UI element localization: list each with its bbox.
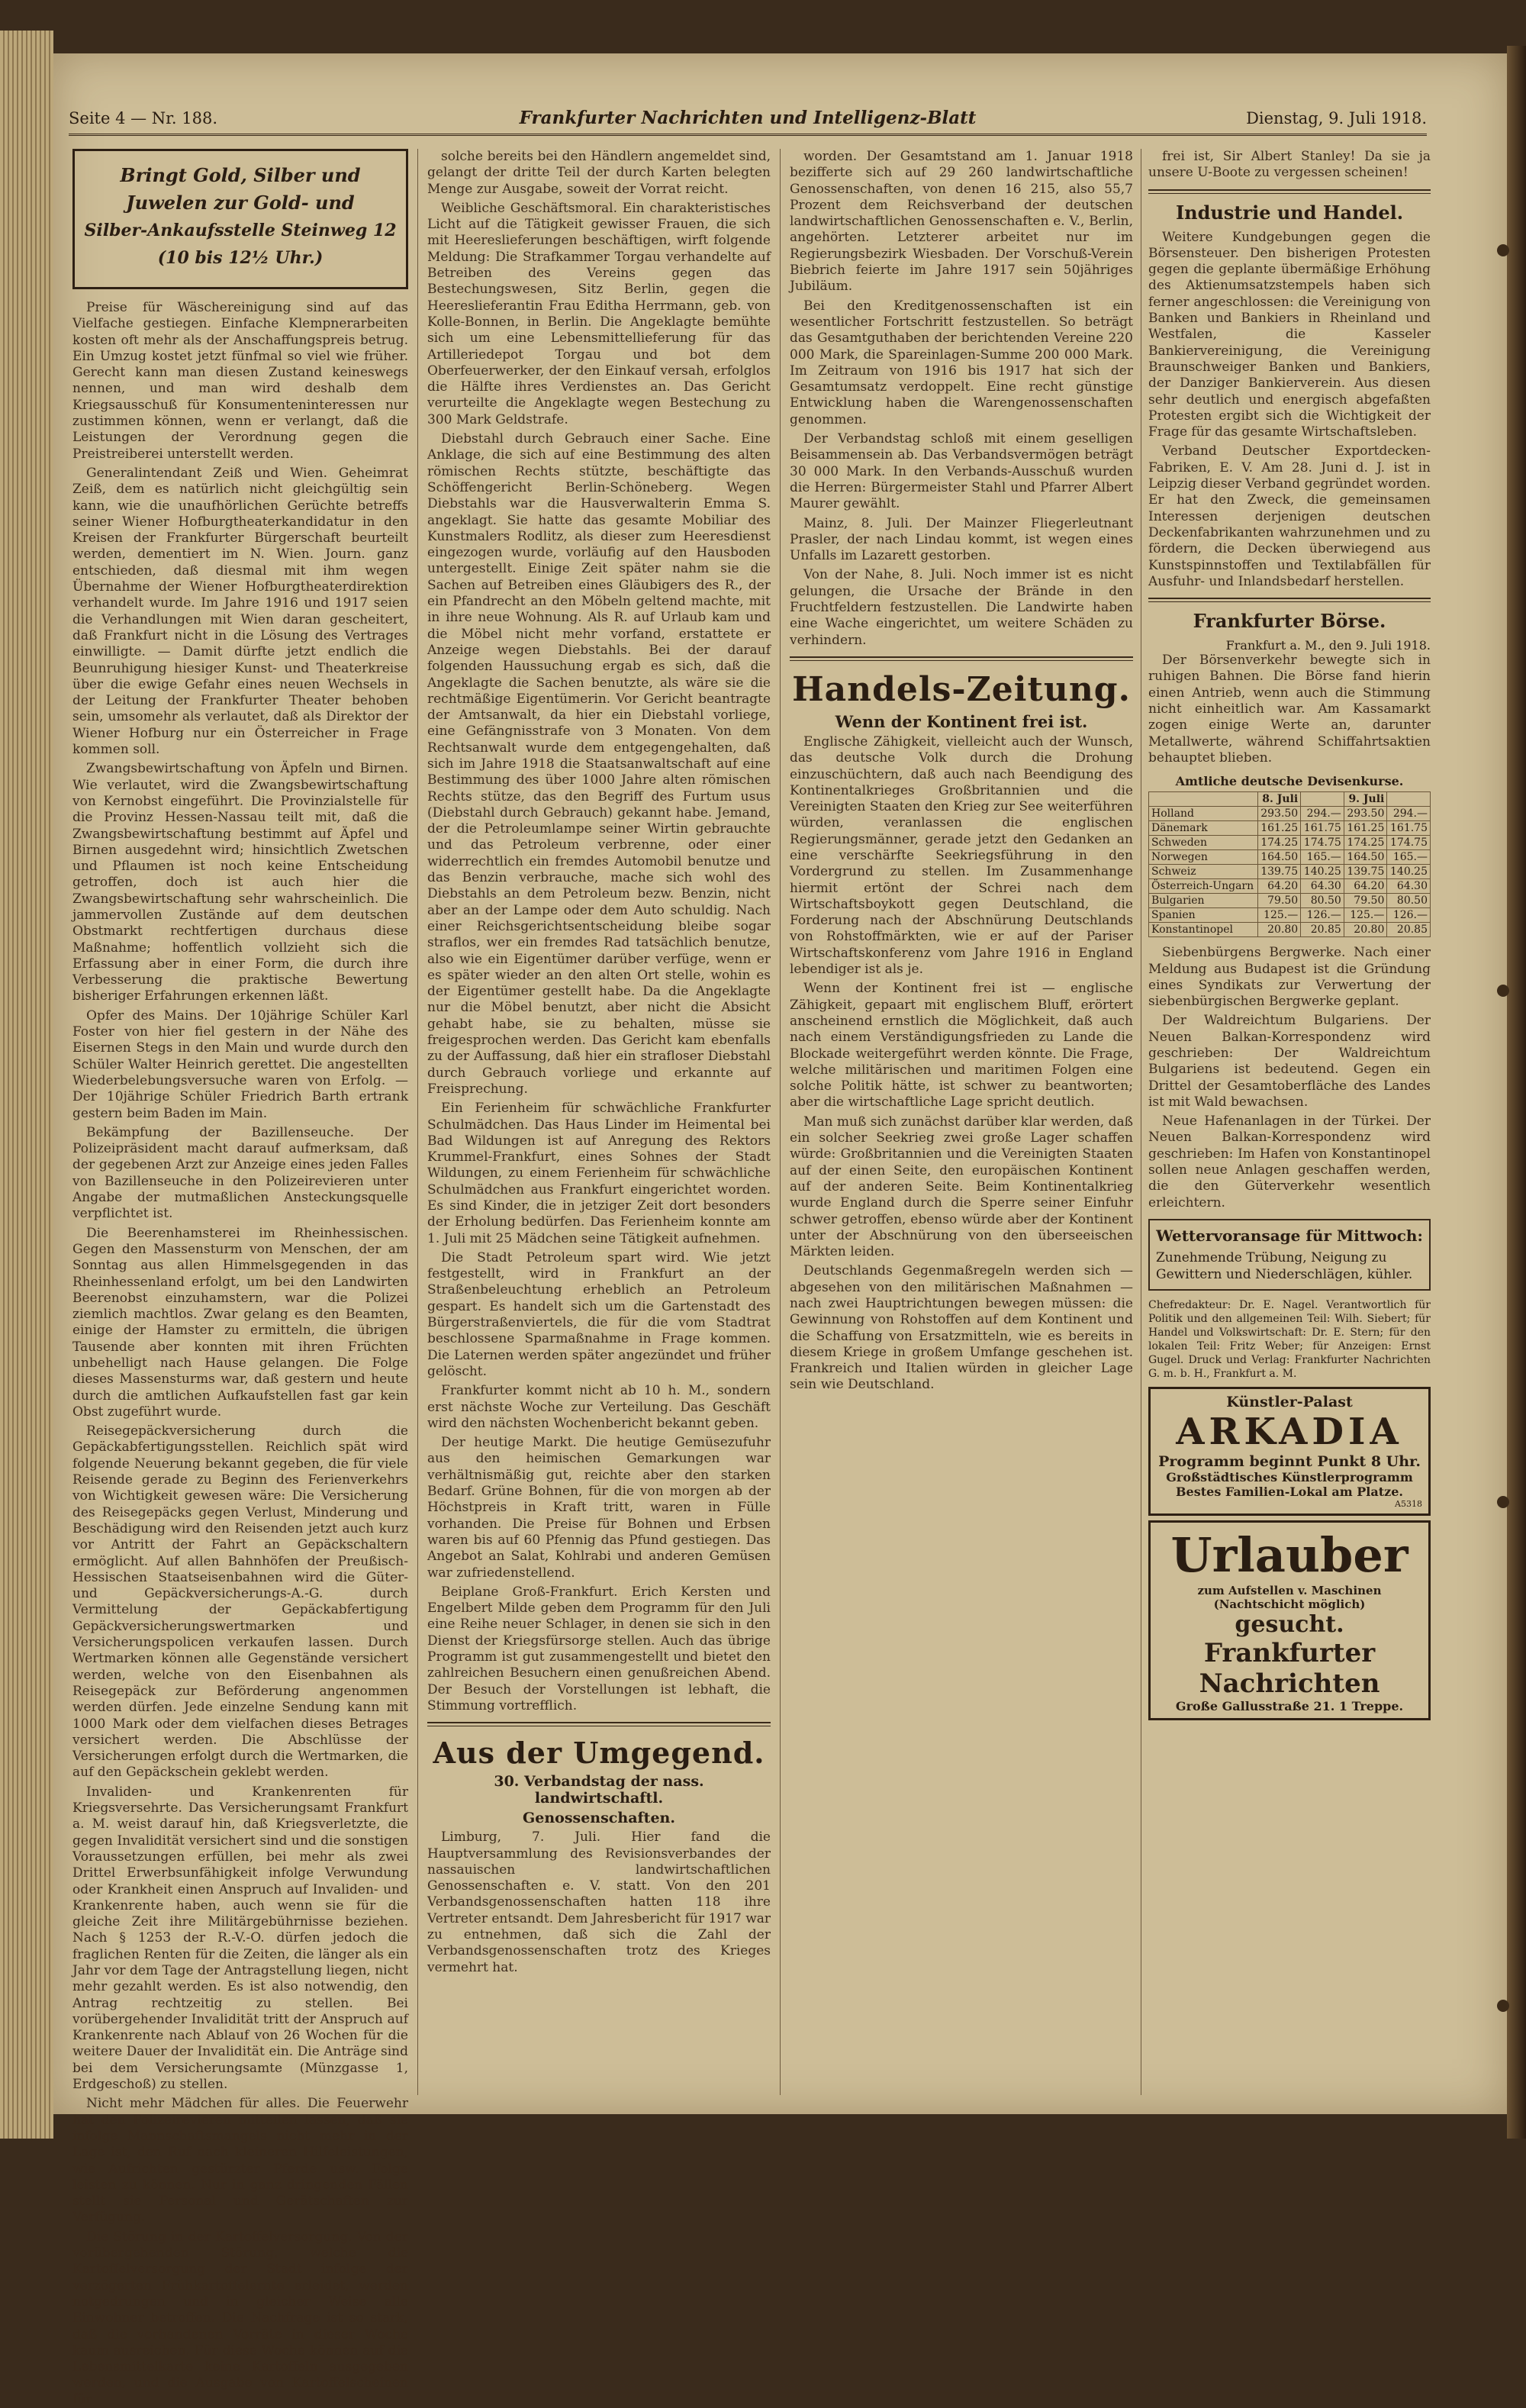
table-cell: Schweden bbox=[1149, 836, 1258, 850]
section-heading-boerse: Frankfurter Börse. bbox=[1193, 610, 1386, 633]
table-cell: 293.50 bbox=[1257, 807, 1301, 821]
section-heading-umgegend: Aus der Umgegend. bbox=[433, 1736, 765, 1771]
section-divider bbox=[427, 1722, 771, 1726]
article-paragraph: Von der Nahe, 8. Juli. Noch immer ist es nicht gelungen, die Ursache der Brände in den Fruchtfeldern festzustellen. Die Landwirte haben eine Wache eingerichtet, um weitere Schäden zu verhindern. bbox=[790, 567, 1133, 648]
article-paragraph: Neue Hafenanlagen in der Türkei. Der Neuen Balkan-Korrespondenz wird geschrieben: Im Hafen von Konstantinopel sollen neue Anlagen geschaffen werden, die den Güterverkehr wesentlich erleichtern. bbox=[1148, 1114, 1431, 1210]
table-row bbox=[1149, 850, 1431, 865]
binding-hole bbox=[1497, 2000, 1509, 2012]
article-paragraph: Invaliden- und Krankenrenten für Kriegsversehrte. Das Versicherungsamt Frankfurt a. M. weist darauf hin, daß Kriegsverletzte, die gegen Invalidität versichert sind und die sonstigen Voraussetzungen erfüllen, bei mehr als zwei Drittel Erwerbsunfähigkeit infolge Verwundung oder Krankheit einen Anspruch auf Invaliden- und Krankenrente haben, auch wenn sie für die gleiche Zeit ihre Militärgebührnisse beziehen. Nach § 1253 der R.-V.-O. dürfen jedoch die fraglichen Renten für die Zeiten, die länger als ein Jahr vor dem Tage der Antragstellung liegen, nicht mehr gezahlt werden. Es ist also notwendig, den Antrag rechtzeitig zu stellen. Bei vorübergehender Invalidität tritt der Anspruch auf Krankenrente nach Ablauf von 26 Wochen für die weitere Dauer der Invalidität ein. Die Anträge sind bei dem Versicherungsamte (Münzgasse 1, Erdgeschoß) zu stellen. bbox=[72, 1784, 408, 2093]
table-cell: Bulgarien bbox=[1149, 894, 1258, 908]
arkadia-ad bbox=[1148, 1387, 1431, 1516]
article-paragraph: Reisegepäckversicherung durch die Gepäckabfertigungsstellen. Reichlich spät wird folgende Neuerung bekannt gegeben, die für viele Reisende gerade zu Beginn des Ferienverkehrs von Wichtigkeit gewesen wäre: Die Versicherung des Reisegepäcks gegen Verlust, Minderung und Beschädigung wird den Reisenden jetzt auch kurz vor Antritt der Fahrt an Gepäckschaltern ermöglicht. Auf allen Bahnhöfen der Preußisch-Hessischen Staatseisenbahnen wird die Güter- und Gepäckversicherungs-A.-G. durch Vermittelung der Gepäckabfertigung Gepäckversicherungswertmarken und Versicherungspolicen verkaufen lassen. Durch Wertmarken können alle Gegenstände versichert werden, welche von den Eisenbahnen als Reisegepäck zur Beförderung angenommen werden dürfen. Jede einzelne Sendung kann mit 1000 Mark oder dem vielfachen dieses Betrages versichert werden. Die Abschlüsse der Versicherungen erfolgt durch die Wertmarken, die auf den Gepäckschein geklebt werden. bbox=[72, 1423, 408, 1781]
table-cell: 126.— bbox=[1387, 908, 1431, 923]
table-header-row bbox=[1149, 792, 1431, 807]
section-divider bbox=[1148, 189, 1431, 194]
ad-name: ARKADIA bbox=[1176, 1410, 1403, 1453]
imprint: Chefredakteur: Dr. E. Nagel. Verantwortlich für Politik und den allgemeinen Teil: Wilh. Siebert; für Handel und Volkswirtschaft: Dr. E. Stern; für den lokalen Teil: Fritz Weber; für Anzeigen: Ernst Gugel. Druck und Verlag: Frankfurter Nachrichten G. m. b. H., Frankfurt a. M. bbox=[1148, 1298, 1431, 1380]
table-cell: 20.80 bbox=[1344, 923, 1387, 937]
table-row bbox=[1149, 836, 1431, 850]
table-cell: 140.25 bbox=[1387, 865, 1431, 879]
article-paragraph: Siebenbürgens Bergwerke. Nach einer Meldung aus Budapest ist die Gründung eines Syndikats zur Verwertung der siebenbürgischen Bergwerke geplant. bbox=[1148, 945, 1431, 1010]
subheading: Genossenschaften. bbox=[523, 1810, 675, 1827]
table-cell: Österreich-Ungarn bbox=[1149, 879, 1258, 894]
table-header bbox=[1149, 792, 1258, 807]
ad-line: Bestes Familien-Lokal am Platze. bbox=[1176, 1484, 1403, 1499]
table-cell: 294.— bbox=[1387, 807, 1431, 821]
binding-hole bbox=[1497, 244, 1509, 256]
ad-line: Programm beginnt Punkt 8 Uhr. bbox=[1158, 1452, 1421, 1470]
table-caption: Amtliche deutsche Devisenkurse. bbox=[1175, 774, 1404, 789]
table-cell: 174.75 bbox=[1301, 836, 1344, 850]
article-paragraph: Man muß sich zunächst darüber klar werden, daß ein solcher Seekrieg zwei große Lager schaffen würde: Großbritannien und die Vereinigten Staaten auf der einen Seite, den europäischen Kontinent auf der anderen Seite. Beim Kontinentalkrieg wurde England durch die Sperre seiner Einfuhr schwer getroffen, ebenso würde aber der Kontinent unter der Abschnürung von den überseeischen Märkten leiden. bbox=[790, 1114, 1133, 1260]
article-paragraph: worden. Der Gesamtstand am 1. Januar 1918 bezifferte sich auf 29 260 landwirtschaftliche Genossenschaften, von denen 16 215, also 55,7 Prozent dem Reichsverband der deutschen landwirtschaftlichen Genossenschaften e. V., Berlin, angehörten. Letzterer arbeitet nur im Regierungsbezirk Wiesbaden. Der Vorschuß-Verein Biebrich feierte im Jahre 1917 sein 50jähriges Jubiläum. bbox=[790, 149, 1133, 295]
table-cell: 140.25 bbox=[1301, 865, 1344, 879]
table-cell: 79.50 bbox=[1257, 894, 1301, 908]
section-divider bbox=[1148, 598, 1431, 602]
ad-line: Silber-Ankaufsstelle Steinweg 12 bbox=[84, 221, 397, 240]
table-cell: 161.75 bbox=[1387, 821, 1431, 836]
table-row bbox=[1149, 865, 1431, 879]
article-paragraph: Limburg, 7. Juli. Hier fand die Hauptversammlung des Revisionsverbandes der nassauischen landwirtschaftlichen Genossenschaften e. V. statt. Von den 201 Verbandsgenossenschaften hatten 118 ihre Vertreter entsandt. Dem Jahresbericht für 1917 war zu entnehmen, daß sich die Zahl der Verbandsgenossenschaften trotz des Krieges vermehrt hat. bbox=[427, 1829, 771, 1975]
ad-line: Juwelen zur Gold- und bbox=[126, 192, 355, 214]
ad-line: zum Aufstellen v. Maschinen (Nachtschicht möglich) bbox=[1197, 1583, 1382, 1611]
table-row bbox=[1149, 821, 1431, 836]
table-cell: 125.— bbox=[1344, 908, 1387, 923]
table-cell: 174.25 bbox=[1257, 836, 1301, 850]
table-cell: 20.85 bbox=[1387, 923, 1431, 937]
table-cell: 161.25 bbox=[1344, 821, 1387, 836]
table-cell: 79.50 bbox=[1344, 894, 1387, 908]
gold-silver-ad bbox=[72, 149, 408, 289]
column-3 bbox=[790, 149, 1133, 2095]
article-paragraph: Deutschlands Gegenmaßregeln werden sich — abgesehen von den militärischen Maßnahmen — nach zwei Hauptrichtungen bewegen müssen: die Gewinnung von Rohstoffen auf dem Kontinent und die Schaffung von Ersatzmitteln, wie es bereits in diesem Kriege in großem Umfange geschehen ist. Frankreich und Italien würden in gleicher Lage sein wie Deutschland. bbox=[790, 1263, 1133, 1393]
article-paragraph: Zwangsbewirtschaftung von Äpfeln und Birnen. Wie verlautet, wird die Zwangsbewirtschaftung von Kernobst eingeführt. Die Provinzialstelle für die Provinz Hessen-Nassau teilt mit, daß die Zwangsbewirtschaftung bestimmt auf Äpfel und Birnen ausgedehnt wird; hinsichtlich Zwetschen und Pflaumen ist noch keine Entscheidung getroffen, doch ist auch hier die Zwangsbewirtschaftung sehr wahrscheinlich. Die jammervollen Zustände auf dem deutschen Obstmarkt rechtfertigen durchaus diese Maßnahme; hoffentlich vollzieht sich die Erfassung aber in einer Form, die durch ihre Verbesserung die praktische Bewertung bisheriger Erfahrungen erkennen läßt. bbox=[72, 761, 408, 1004]
table-cell: 161.25 bbox=[1257, 821, 1301, 836]
ad-line: Bringt Gold, Silber und bbox=[120, 164, 361, 186]
article-paragraph: Weibliche Geschäftsmoral. Ein charakteristisches Licht auf die Tätigkeit gewisser Frauen, die sich mit Heereslieferungen beschäftigen, wirft folgende Meldung: Die Strafkammer Torgau verhandelte auf Betreiben des Vereins gegen das Bestechungswesen, Sitz Berlin, gegen die Heereslieferantin Frau Editha Herrmann, geb. von Kolle-Bonnen, in Berlin. Die Angeklagte bemühte sich um eine Lebensmittellieferung für das Artilleriedepot Torgau und bot dem Oberfeuerwerker, der den Einkauf versah, erfolglos die Hälfte ihres Verdienstes an. Das Gericht verurteilte die Angeklagte wegen Bestechung zu 300 Mark Geldstrafe. bbox=[427, 200, 771, 427]
exchange-rate-table bbox=[1148, 771, 1431, 937]
binding-edge bbox=[1507, 46, 1526, 2139]
article-paragraph: Die Stadt Petroleum spart wird. Wie jetzt festgestellt, wird in Frankfurt an der Straßenbeleuchtung erheblich an Petroleum gespart. Es handelt sich um die Gartenstadt des Bürgerstraßenviertels, die für die vom Stadtrat beschlossene Sparmaßnahme in Frage kommen. Die Laternen werden später angezündet und früher gelöscht. bbox=[427, 1249, 771, 1379]
table-cell: 126.— bbox=[1301, 908, 1344, 923]
table-cell: 20.80 bbox=[1257, 923, 1301, 937]
ad-code: A5318 bbox=[1395, 1498, 1422, 1509]
article-paragraph: Diebstahl durch Gebrauch einer Sache. Eine Anklage, die sich auf eine Bestimmung des alten römischen Rechts stützte, beschäftigte das Schöffengericht Berlin-Schöneberg. Wegen Diebstahls war die Hausverwalterin Emma S. angeklagt. Sie hatte das gesamte Mobiliar des Kunstmalers Rodlitz, als dieser zum Heeresdienst eingezogen wurde, vorläufig auf den Hausboden untergestellt. Einige Zeit später nahm sie die Sachen auf Betreiben eines Gläubigers des R., der ein Pfandrecht an den Möbeln geltend machte, mit in ihre neue Wohnung. Als R. auf Urlaub kam und die Möbel nicht mehr vorfand, erstattete er Anzeige wegen Diebstahls. Bei der darauf folgenden Haussuchung ergab es sich, daß die Angeklagte die Sachen benutzte, als wäre sie die rechtmäßige Eigentümerin. Vor Gericht beantragte der Amtsanwalt, da hier ein Diebstahl vorliege, eine Gefängnisstrafe von 3 Monaten. Von dem Rechtsanwalt wurde dem entgegengehalten, daß sich im Jahre 1918 die Staatsanwaltschaft auf eine Bestimmung des über 1000 Jahre alten römischen Rechts stütze, das den Begriff des Furtum usus (Diebstahl durch Gebrauch) gekannt habe. Jemand, der die Petroleumlampe seiner Wirtin gebrauchte und das Petroleum verbrenne, oder einer widerrechtlich ein fremdes Automobil benutze und das Benzin verbrauche, mache sich wohl des Diebstahls an dem Petroleum bezw. Benzin, nicht aber an der Lampe oder dem Auto schuldig. Nach einer Reichsgerichtsentscheidung bleibe sogar straflos, wer ein fremdes Rad tatsächlich benutze, also wie ein Eigentümer darüber verfüge, wenn er es später wieder an den alten Ort stelle, wohin es der Eigentümer gestellt habe. Da die Angeklagte nur die Möbel benutzt, aber nicht die Absicht gehabt habe, sie zu behalten, müsse sie freigesprochen werden. Das Gericht kam ebenfalls zu der Auffassung, daß hier ein strafloser Diebstahl durch Gebrauch vorliege und erkannte auf Freisprechung. bbox=[427, 431, 771, 1097]
table-cell: 165.— bbox=[1387, 850, 1431, 865]
table-row bbox=[1149, 908, 1431, 923]
section-heading-handel: Handels-Zeitung. bbox=[792, 669, 1131, 709]
table-cell: Spanien bbox=[1149, 908, 1258, 923]
article-paragraph: Verband Deutscher Exportdecken-Fabriken, E. V. Am 28. Juni d. J. ist in Leipzig dieser Verband gegründet worden. Er hat den Zweck, die gemeinsamen Interessen derjenigen deutschen Deckenfabrikanten wahrzunehmen und zu fördern, die Decken überwiegend aus Kunstspinnstoffen und Textilabfällen für Ausfuhr- und Inlandsbedarf herstellen. bbox=[1148, 443, 1431, 589]
ad-line: (10 bis 12½ Uhr.) bbox=[157, 248, 324, 268]
table-cell: Holland bbox=[1149, 807, 1258, 821]
subheading: 30. Verbandstag der nass. landwirtschaftl. bbox=[494, 1773, 704, 1807]
table-cell: 294.— bbox=[1301, 807, 1344, 821]
table-header: 8. Juli bbox=[1257, 792, 1301, 807]
table-header: 9. Juli bbox=[1344, 792, 1387, 807]
issue-date: Dienstag, 9. Juli 1918. bbox=[1246, 109, 1427, 127]
table-cell: 80.50 bbox=[1387, 894, 1431, 908]
article-paragraph: Die Störung in der Kartoffelversorgung. Von der vorübergehenden Störung, welche die Kartoffelversorgung der Stadt infolge der verzögerten Frühkartoffelernte erleidet, werden notgedrungen und in gleicher Weise alle Einwohner betroffen. Die Nachfrage ist so stark, daß die vorhandenen Vorräte in dieser Woche kaum ausreichen. Für diese Woche können auf die Lebensmittelkarte keine Kartoffeln ausgegeben werden, und die Ausgabe von Kartoffelscheinen für bbox=[72, 2229, 408, 2407]
article-paragraph: Preise für Wäschereinigung sind auf das Vielfache gestiegen. Einfache Klempnerarbeiten kosten oft mehr als der Anschaffungspreis betrug. Ein Umzug kostet jetzt fünfmal so viel wie früher. Gerecht kann man diesen Zustand keineswegs nennen, und man wird deshalb dem Kriegsausschuß für Konsumenteninteressen nur zustimmen können, wenn er verlangt, daß die Leistungen der Verordnung gegen die Preistreiberei unterstellt werden. bbox=[72, 300, 408, 462]
article-paragraph: Bei den Kreditgenossenschaften ist ein wesentlicher Fortschritt festzustellen. So beträgt das Gesamtguthaben der berichtenden Vereine 220 000 Mark, die Spareinlagen-Summe 200 000 Mark. Im Zeitraum von 1916 bis 1917 hat sich der Gesamtumsatz verdoppelt. Eine recht günstige Entwicklung haben die Warengenossenschaften genommen. bbox=[790, 298, 1133, 427]
table-cell: Norwegen bbox=[1149, 850, 1258, 865]
table-cell: 139.75 bbox=[1344, 865, 1387, 879]
urlauber-ad bbox=[1148, 1520, 1431, 1720]
table-cell: 64.30 bbox=[1387, 879, 1431, 894]
table-cell: 64.20 bbox=[1257, 879, 1301, 894]
ad-line: Großstädtisches Künstlerprogramm bbox=[1166, 1469, 1413, 1484]
table-cell: 164.50 bbox=[1257, 850, 1301, 865]
table-cell: Konstantinopel bbox=[1149, 923, 1258, 937]
table-row bbox=[1149, 879, 1431, 894]
page-header bbox=[69, 103, 1427, 136]
column-rule bbox=[417, 149, 418, 2095]
table-cell: 174.75 bbox=[1387, 836, 1431, 850]
column-rule bbox=[780, 149, 781, 2095]
table-header bbox=[1301, 792, 1344, 807]
article-paragraph: Frankfurter kommt nicht ab 10 h. M., sondern erst nächste Woche zur Verteilung. Das Geschäft wird den nächsten Wochenbericht bekannt geben. bbox=[427, 1383, 771, 1431]
ad-line: Frankfurter Nachrichten bbox=[1199, 1637, 1380, 1699]
article-paragraph: Weitere Kundgebungen gegen die Börsensteuer. Den bisherigen Protesten gegen die geplante übermäßige Erhöhung des Aktienumsatzstempels haben sich ferner angeschlossen: die Vereinigung von Banken und Bankiers in Rheinland und Westfalen, die Kasseler Bankiervereinigung, die Vereinigung Braunschweiger Banken und Bankiers, der Danziger Bankierverein. Aus diesen sehr deutlich und energisch abgefaßten Protesten ergibt sich die Wichtigkeit der Frage für das gesamte Wirtschaftsleben. bbox=[1148, 229, 1431, 440]
page-stack-edge bbox=[0, 31, 53, 2139]
table-row bbox=[1149, 807, 1431, 821]
article-paragraph: Der heutige Markt. Die heutige Gemüsezufuhr aus den heimischen Gemarkungen war verhältnismäßig gut, reichte aber den starken Bedarf. Grüne Bohnen, für die von morgen ab der Höchstpreis in Kraft tritt, waren in Fülle vorhanden. Die Preise für Bohnen und Erbsen waren bis auf 60 Pfennig das Pfund gestiegen. Das Angebot an Salat, Kohlrabi und anderen Gemüsen war zufriedenstellend. bbox=[427, 1435, 771, 1581]
table-cell: 64.20 bbox=[1344, 879, 1387, 894]
masthead-title: Frankfurter Nachrichten und Intelligenz-Blatt bbox=[519, 108, 977, 128]
article-paragraph: Der Waldreichtum Bulgariens. Der Neuen Balkan-Korrespondenz wird geschrieben: Der Waldreichtum Bulgariens ist bedeutend. Gegen ein Drittel der Gesamtoberfläche des Landes ist mit Wald bewachsen. bbox=[1148, 1013, 1431, 1110]
ad-title: Urlauber bbox=[1170, 1526, 1408, 1583]
table-cell: 165.— bbox=[1301, 850, 1344, 865]
column-1 bbox=[72, 149, 408, 2407]
column-4 bbox=[1148, 149, 1431, 2095]
article-paragraph: frei ist, Sir Albert Stanley! Da sie ja unsere U-Boote zu vergessen scheinen! bbox=[1148, 149, 1431, 181]
table-cell: 20.85 bbox=[1301, 923, 1344, 937]
article-paragraph: Wenn der Kontinent frei ist — englische Zähigkeit, gepaart mit englischem Bluff, erörtert anscheinend ernstlich die Möglichkeit, daß auch nach einem Verständigungsfrieden zu Lande die Blockade weitergeführt werden könnte. Die Frage, welche militärischen und maritimen Folgen eine solche Politik hätte, ist schwer zu beantworten; aber die wirtschaftliche Lage spricht deutlich. bbox=[790, 981, 1133, 1111]
ad-line: gesucht. bbox=[1235, 1610, 1344, 1638]
section-divider bbox=[790, 656, 1133, 661]
article-paragraph: Generalintendant Zeiß und Wien. Geheimrat Zeiß, dem es natürlich nicht gleichgültig sein kann, wie die unaufhörlichen Gerüchte betreffs seiner Wiener Hofburgtheaterkandidatur in den Kreisen der Frankfurter Bürgerschaft beurteilt werden, dementiert im N. Wien. Journ. ganz entschieden, daß diesmal mit ihm wegen Übernahme der Wiener Hofburgtheaterdirektion verhandelt wurde. Im Jahre 1916 und 1917 seien die Verhandlungen mit Wien daran gescheitert, daß Frankfurt nicht in die Lösung des Vertrages einwilligte. — Damit dürfte jetzt endlich die Beunruhigung hiesiger Kunst- und Theaterkreise über die ewige Gefahr eines neuen Wechsels in der Leitung der Frankfurter Theater behoben sein, umsomehr als verlautet, daß als Direktor der Wiener Hofburg nur ein Österreicher in Frage kommen soll. bbox=[72, 465, 408, 758]
article-paragraph: Der Verbandstag schloß mit einem geselligen Beisammensein ab. Das Verbandsvermögen beträgt 30 000 Mark. In den Verbands-Ausschuß wurden die Herren: Bürgermeister Stahl und Pfarrer Albert Maurer gewählt. bbox=[790, 431, 1133, 512]
ad-line: Große Gallusstraße 21. 1 Treppe. bbox=[1175, 1698, 1404, 1713]
article-paragraph: Englische Zähigkeit, vielleicht auch der Wunsch, das deutsche Volk durch die Drohung einzuschüchtern, daß auch nach Beendigung des Kontinentalkrieges Großbritannien und die Vereinigten Staaten den Krieg zur See weiterführen würden, veranlassen die englischen Regierungsmänner, gerade jetzt den Gedanken an eine verschärfte Seekriegsführung in den Vordergrund zu stellen. Im Zusammenhange hiermit ertönt der Schrei nach dem Wirtschaftsboykott gegen Deutschland, die Forderung nach der Abschnürung Deutschlands von Rohstoffmärkten, wie er auf der Pariser Wirtschaftskonferenz vom Jahre 1916 in England lebendiger ist als je. bbox=[790, 733, 1133, 978]
article-paragraph: Nicht mehr Mädchen für alles. Die Feuerwehr hat den Polizeirevieren mitteilen lassen, daß sie infolge Mannschaftsmangels nicht mehr in der Lage ist, den Ruf nach kleineren Hilfeleistungen, wie Aufrichten gestürzter Pferde usw. Folge leisten zu können. Nur in ganz dringenden Fällen stellt sie Personal und Gerätschaften zur Verfügung. bbox=[72, 2096, 408, 2226]
article-paragraph: Bekämpfung der Bazillenseuche. Der Polizeipräsident macht darauf aufmerksam, daß der gegebenen Arzt zur Anzeige eines jeden Falles von Bazillenseuche in den Polizeirevieren unter Angabe der mutmaßlichen Ansteckungsquelle verpflichtet ist. bbox=[72, 1124, 408, 1222]
table-row bbox=[1149, 923, 1431, 937]
table-cell: Dänemark bbox=[1149, 821, 1258, 836]
table-cell: 125.— bbox=[1257, 908, 1301, 923]
column-2 bbox=[427, 149, 771, 2095]
table-body bbox=[1149, 807, 1431, 937]
weather-body: Zunehmende Trübung, Neigung zu Gewittern und Niederschlägen, kühler. bbox=[1156, 1249, 1413, 1282]
article-paragraph: Opfer des Mains. Der 10jährige Schüler Karl Foster von hier fiel gestern in der Nähe des Eisernen Stegs in den Main und wurde durch den Schüler Walter Heinrich gerettet. Die angestellten Wiederbelebungsversuche waren von Erfolg. — Der 10jährige Schüler Friedrich Barth ertrank gestern beim Baden im Main. bbox=[72, 1007, 408, 1121]
ad-line: Künstler-Palast bbox=[1226, 1393, 1353, 1410]
page-number: Seite 4 — Nr. 188. bbox=[69, 109, 217, 127]
weather-title: Wettervoransage für Mittwoch: bbox=[1156, 1226, 1423, 1245]
weather-forecast-box bbox=[1148, 1219, 1431, 1291]
article-paragraph: Ein Ferienheim für schwächliche Frankfurter Schulmädchen. Das Haus Linder im Heimental bei Bad Wildungen ist auf Anregung des Rektors Krummel-Frankfurt, eines Sohnes der Stadt Wildungen, zu einem Ferienheim für schwächliche Schulmädchen aus Frankfurt eingerichtet worden. Es sind Kinder, die in jetziger Zeit dort besonders der Erholung bedürfen. Das Ferienheim konnte am 1. Juli mit 25 Mädchen seine Tätigkeit aufnehmen. bbox=[427, 1101, 771, 1246]
table-header bbox=[1387, 792, 1431, 807]
section-heading-industrie: Industrie und Handel. bbox=[1175, 201, 1404, 224]
article-paragraph: Beiplane Groß-Frankfurt. Erich Kersten und Engelbert Milde geben dem Programm für den Juli eine Reihe neuer Schlager, in denen sie sich in den Dienst der Kriegsfürsorge stellen. Auch das übrige Programm ist gut zusammengestellt und bietet den zahlreichen Besuchern einen genußreichen Abend. Der Besuch der Vorstellungen ist lebhaft, die Stimmung vortrefflich. bbox=[427, 1584, 771, 1713]
article-paragraph: Der Börsenverkehr bewegte sich in ruhigen Bahnen. Die Börse fand hierin einen Antrieb, wenn auch die Stimmung nicht einheitlich war. Am Kassamarkt zogen einige Werte an, darunter Metallwerte, während Schiffahrtsaktien behauptet blieben. bbox=[1148, 653, 1431, 766]
subheading: Wenn der Kontinent frei ist. bbox=[835, 711, 1088, 731]
table-cell: 80.50 bbox=[1301, 894, 1344, 908]
table-cell: 64.30 bbox=[1301, 879, 1344, 894]
table-cell: 293.50 bbox=[1344, 807, 1387, 821]
table-cell: 161.75 bbox=[1301, 821, 1344, 836]
table-cell: 139.75 bbox=[1257, 865, 1301, 879]
table-cell: Schweiz bbox=[1149, 865, 1258, 879]
article-paragraph: Die Beerenhamsterei im Rheinhessischen. Gegen den Massensturm von Menschen, der am Sonntag aus allen Himmelsgegenden in das Rheinhessenland erfolgt, um bei den Landwirten Beerenobst einzuhamstern, war die Polizei ziemlich machtlos. Zwar gelang es den Beamten, einige der Hamster zu ermitteln, die übrigen Tausende aber konnten mit ihren Früchten unbehelligt nach Hause gelangen. Die Folge dieses Massensturms war, daß gestern und heute durch die amtlichen Aufkaufstellen fast gar kein Obst zugeführt wurde. bbox=[72, 1225, 408, 1420]
table-row bbox=[1149, 894, 1431, 908]
article-paragraph: Mainz, 8. Juli. Der Mainzer Fliegerleutnant Prasler, der nach Lindau kommt, ist wegen eines Unfalls im Lazarett gestorben. bbox=[790, 515, 1133, 564]
binding-hole bbox=[1497, 1496, 1509, 1508]
table-cell: 174.25 bbox=[1344, 836, 1387, 850]
article-paragraph: solche bereits bei den Händlern angemeldet sind, gelangt der dritte Teil der durch Karten belegten Menge zur Ausgabe, soweit der Vorrat reicht. bbox=[427, 149, 771, 197]
binding-hole bbox=[1497, 985, 1509, 997]
dateline: Frankfurt a. M., den 9. Juli 1918. bbox=[1225, 638, 1431, 653]
table-cell: 164.50 bbox=[1344, 850, 1387, 865]
